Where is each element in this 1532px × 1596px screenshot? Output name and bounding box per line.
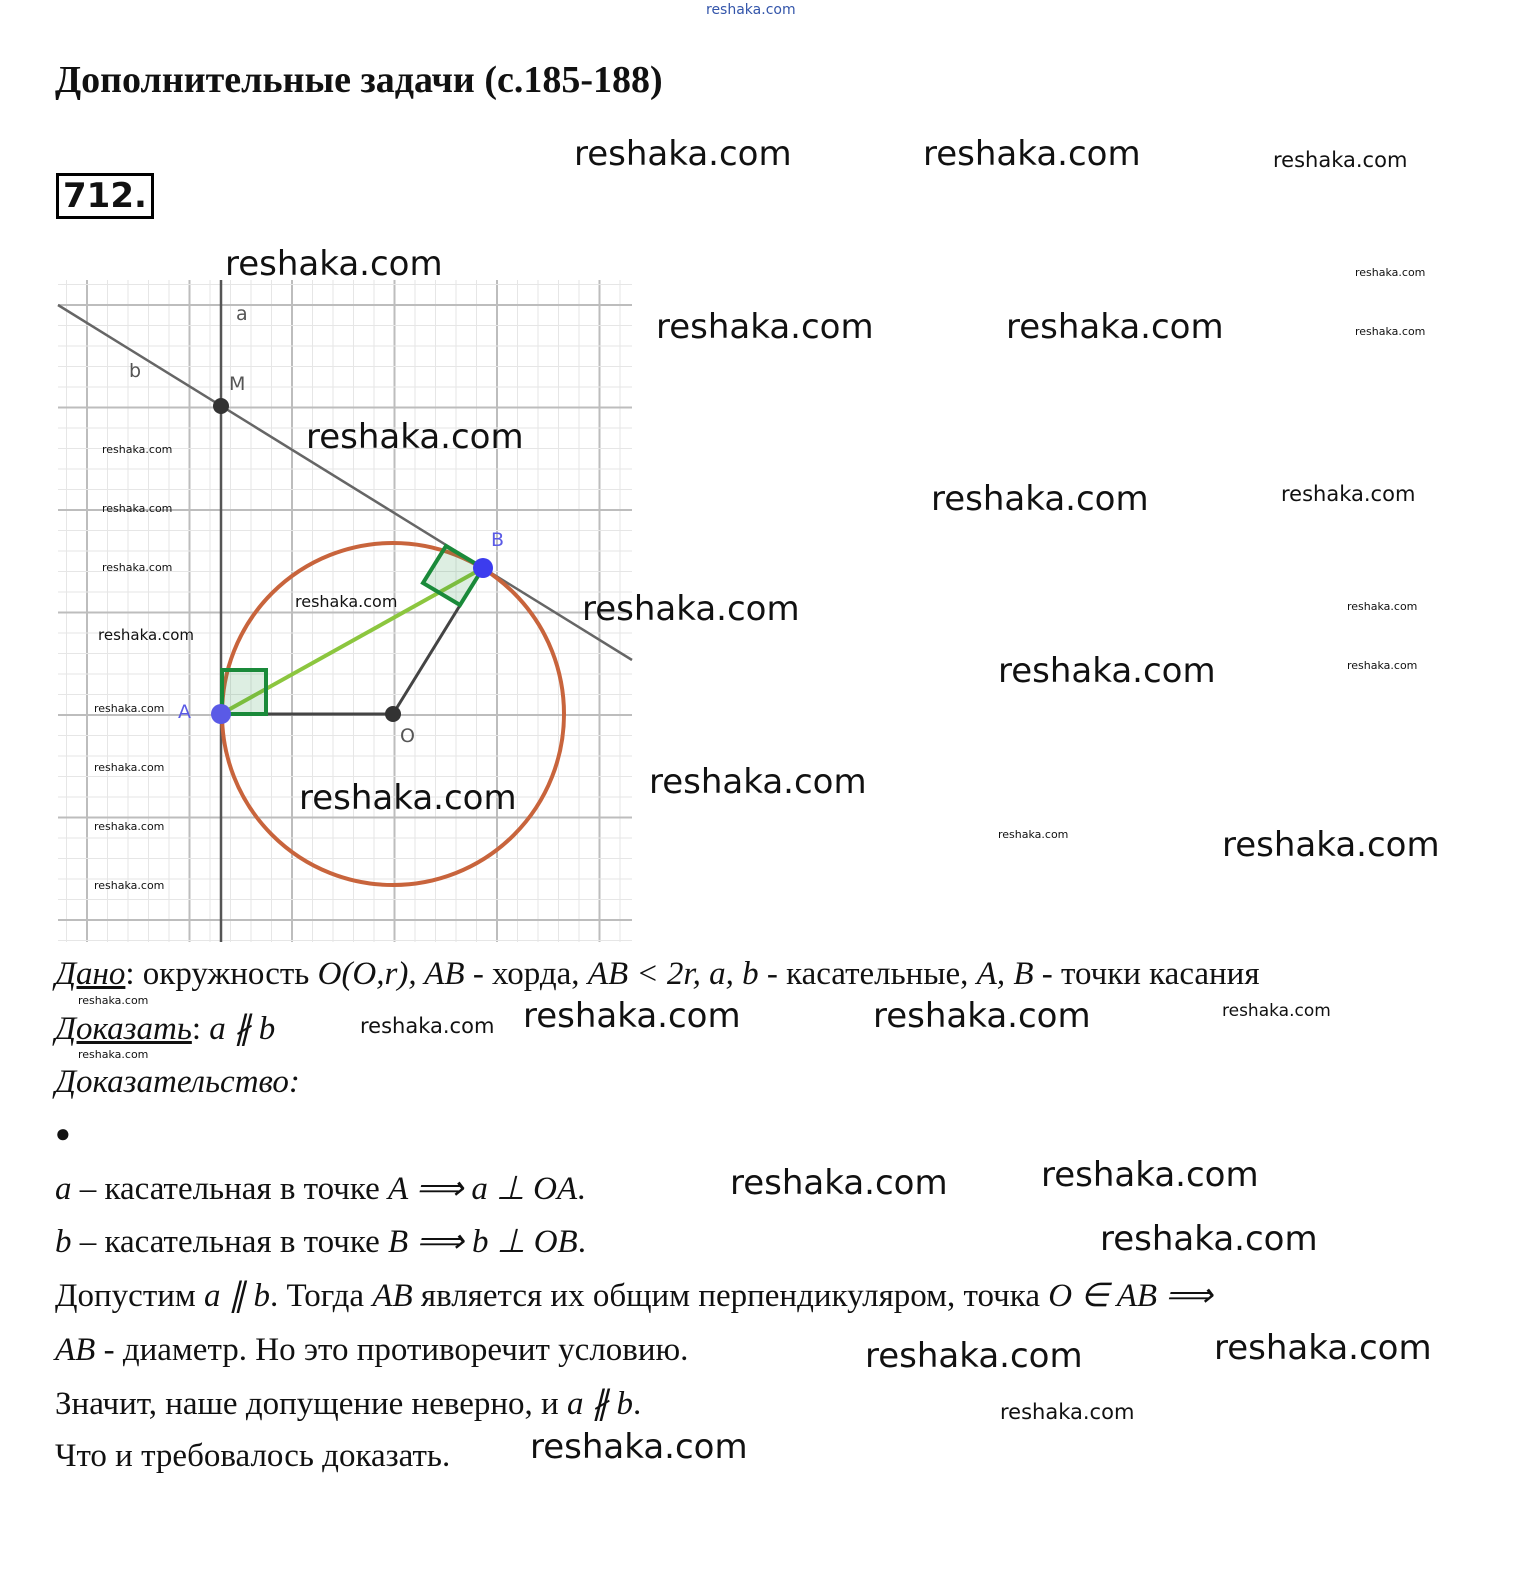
- watermark: reshaka.com: [94, 761, 165, 774]
- prove-text: :: [191, 1011, 210, 1047]
- watermark: reshaka.com: [1222, 825, 1440, 865]
- math: a ∥ b: [204, 1278, 271, 1314]
- site-header[interactable]: reshaka.com: [706, 2, 796, 18]
- text: является их общим перпендикуляром, точка: [412, 1278, 1049, 1314]
- watermark: reshaka.com: [931, 479, 1149, 519]
- watermark: reshaka.com: [649, 762, 867, 802]
- proof-label: Доказательство:: [55, 1064, 300, 1100]
- point-m: [213, 398, 229, 414]
- given-math: AB < 2r, a, b: [587, 956, 759, 992]
- given-text: - хорда,: [464, 956, 588, 992]
- watermark: reshaka.com: [523, 996, 741, 1036]
- watermark: reshaka.com: [582, 589, 800, 629]
- watermark: reshaka.com: [1347, 600, 1418, 613]
- watermark: reshaka.com: [1100, 1219, 1318, 1259]
- prove-line: [55, 1010, 275, 1048]
- text: . Тогда: [270, 1278, 373, 1314]
- watermark: reshaka.com: [1355, 266, 1426, 279]
- text: Допустим: [55, 1278, 205, 1314]
- proof-line: [55, 1331, 688, 1369]
- watermark: reshaka.com: [94, 879, 165, 892]
- watermark: reshaka.com: [94, 820, 165, 833]
- label-b: b: [129, 360, 142, 382]
- text: – касательная в точке: [71, 1224, 389, 1260]
- watermark: reshaka.com: [360, 1014, 495, 1038]
- watermark: reshaka.com: [78, 1048, 149, 1061]
- given-math: O(O,r), AB: [317, 956, 465, 992]
- label-point-a: A: [178, 701, 191, 723]
- watermark: reshaka.com: [1355, 325, 1426, 338]
- watermark: reshaka.com: [998, 651, 1216, 691]
- watermark: reshaka.com: [873, 996, 1091, 1036]
- given-label: Дано: [55, 956, 126, 992]
- watermark: reshaka.com: [1006, 307, 1224, 347]
- watermark: reshaka.com: [225, 244, 443, 284]
- given-line: [55, 955, 1260, 993]
- watermark: reshaka.com: [1214, 1328, 1432, 1368]
- watermark: reshaka.com: [295, 592, 398, 611]
- given-text: : окружность: [125, 956, 318, 992]
- point-a: [211, 704, 231, 724]
- math: b: [55, 1224, 72, 1260]
- math: a ∦ b: [566, 1386, 633, 1422]
- watermark: reshaka.com: [299, 778, 517, 818]
- watermark: reshaka.com: [1000, 1400, 1135, 1424]
- watermark: reshaka.com: [574, 134, 792, 174]
- watermark: reshaka.com: [1041, 1155, 1259, 1195]
- prove-math: a ∦ b: [209, 1011, 276, 1047]
- page-title: Дополнительные задачи (с.185-188): [55, 59, 663, 101]
- watermark: reshaka.com: [78, 994, 149, 1007]
- proof-line: [55, 1170, 585, 1208]
- watermark: reshaka.com: [998, 828, 1069, 841]
- math: O ∈ AB ⟹: [1048, 1278, 1213, 1314]
- given-math: A, B: [976, 956, 1034, 992]
- text: Что и требовалось доказать.: [55, 1438, 451, 1474]
- text: .: [632, 1386, 642, 1422]
- right-angle-a: [222, 670, 266, 714]
- text: .: [577, 1171, 586, 1207]
- proof-line: [55, 1437, 450, 1475]
- watermark: reshaka.com: [1281, 482, 1416, 506]
- label-point-b: B: [491, 529, 505, 551]
- label-m: M: [229, 373, 246, 395]
- text: – касательная в точке: [71, 1171, 389, 1207]
- bullet: ●: [55, 1119, 71, 1148]
- point-o: [385, 706, 401, 722]
- prove-label: Доказать: [55, 1011, 192, 1047]
- proof-line: [55, 1277, 1213, 1315]
- proof-line: [55, 1223, 586, 1261]
- text: - диаметр. Но это противоречит условию.: [95, 1332, 689, 1368]
- text: .: [577, 1224, 586, 1260]
- watermark: reshaka.com: [730, 1163, 948, 1203]
- math: a: [55, 1171, 72, 1207]
- watermark: reshaka.com: [1347, 659, 1418, 672]
- watermark: reshaka.com: [94, 702, 165, 715]
- watermark: reshaka.com: [923, 134, 1141, 174]
- text: Значит, наше допущение неверно, и: [55, 1386, 567, 1422]
- watermark: reshaka.com: [1273, 148, 1408, 172]
- math: A ⟹ a ⊥ OA: [388, 1171, 578, 1207]
- watermark: reshaka.com: [1222, 1001, 1331, 1021]
- watermark: reshaka.com: [98, 626, 194, 644]
- label-o: O: [400, 725, 415, 747]
- task-number: 712.: [56, 173, 154, 219]
- math: AB: [55, 1332, 96, 1368]
- watermark: reshaka.com: [102, 443, 173, 456]
- math: B ⟹ b ⊥ OB: [388, 1224, 578, 1260]
- math: AB: [372, 1278, 413, 1314]
- given-text: - касательные,: [758, 956, 977, 992]
- point-b: [473, 558, 493, 578]
- watermark: reshaka.com: [865, 1336, 1083, 1376]
- watermark: reshaka.com: [102, 561, 173, 574]
- watermark: reshaka.com: [656, 307, 874, 347]
- given-text: - точки касания: [1033, 956, 1260, 992]
- watermark: reshaka.com: [530, 1427, 748, 1467]
- label-a: a: [236, 303, 248, 325]
- watermark: reshaka.com: [102, 502, 173, 515]
- proof-line: [55, 1385, 641, 1423]
- watermark: reshaka.com: [306, 417, 524, 457]
